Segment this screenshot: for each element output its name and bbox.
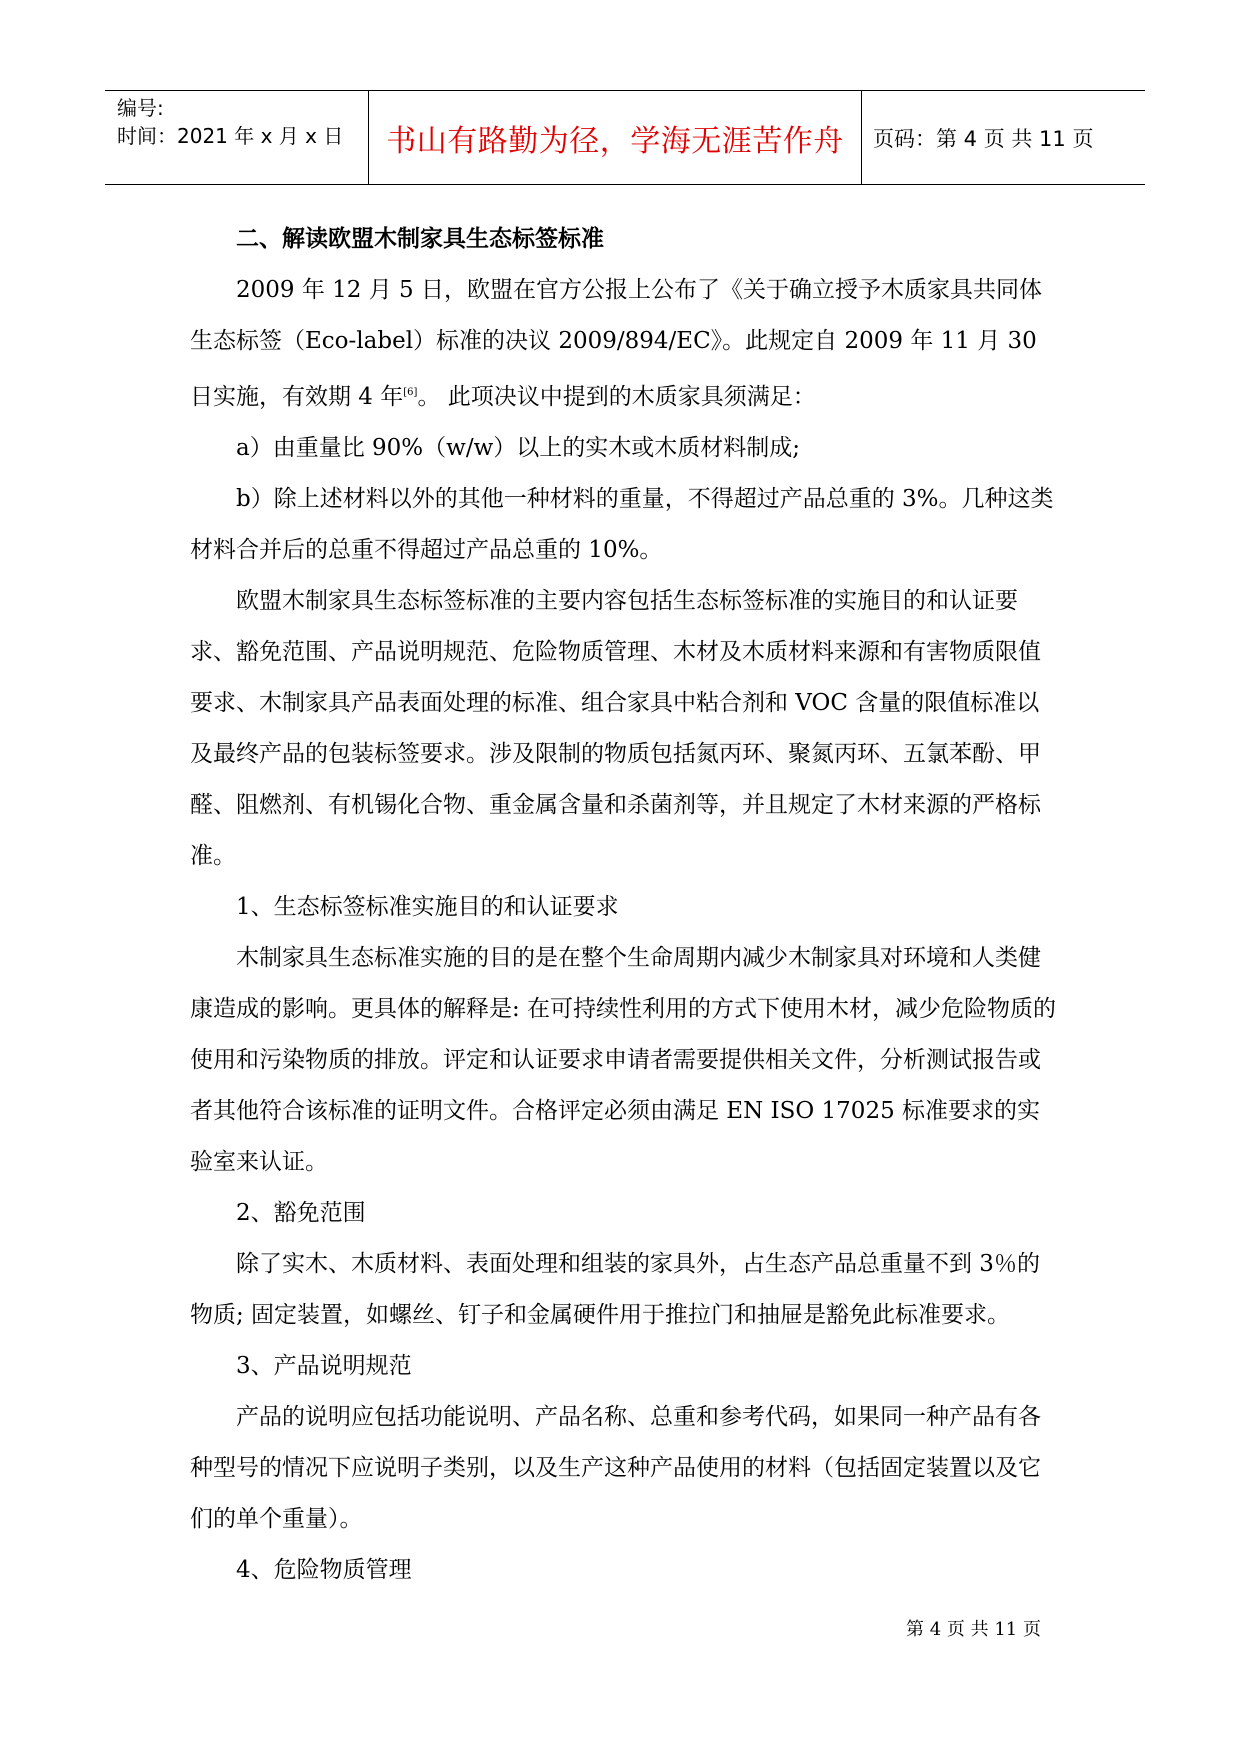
number-label: 编号: — [117, 96, 164, 120]
heading-1: 1、生态标签标准实施目的和认证要求 — [236, 894, 619, 920]
document-body — [190, 214, 1058, 1596]
page-footer: 第 4 页 共 11 页 — [906, 1619, 1041, 1640]
requirement-b: b）除上述材料以外的其他一种材料的重量，不得超过产品总重的 3%。几种这类材料合并后的总重不得超过产品总重的 10%。 — [190, 486, 1054, 563]
heading-4: 4、危险物质管理 — [236, 1557, 412, 1583]
section-title: 二、解读欧盟木制家具生态标签标准 — [236, 226, 604, 252]
paragraph-overview: 欧盟木制家具生态标签标准的主要内容包括生态标签标准的实施目的和认证要求、豁免范围、产品说明规范、危险物质管理、木材及木质材料来源和有害物质限值要求、木制家具产品表面处理的标准、组合家具中粘合剂和 VOC 含量的限值标准以及最终产品的包装标签要求。涉及限制的物质包括氮丙环、聚氮丙环、五氯苯酚、甲醛、阻燃剂、有机锡化合物、重金属含量和杀菌剂等，并且规定了木材来源的严格标准。 — [190, 588, 1041, 869]
time-label: 时间：2021 年 x 月 x 日 — [117, 124, 344, 148]
header-divider-right — [861, 91, 862, 184]
header-meta — [117, 94, 367, 150]
heading-2: 2、豁免范围 — [236, 1200, 366, 1226]
paragraph-exemption: 除了实木、木质材料、表面处理和组装的家具外，占生态产品总重量不到 3％的物质; 固定装置，如螺丝、钉子和金属硬件用于推拉门和抽屉是豁免此标准要求。 — [190, 1251, 1040, 1328]
citation-ref: [6] — [403, 387, 418, 398]
paragraph-product-spec: 产品的说明应包括功能说明、产品名称、总重和参考代码，如果同一种产品有各种型号的情况下应说明子类别，以及生产这种产品使用的材料（包括固定装置以及它们的单个重量）。 — [190, 1404, 1041, 1532]
paragraph-intro — [190, 265, 1058, 423]
header-motto: 书山有路勤为径，学海无涯苦作舟 — [386, 123, 844, 159]
paragraph-purpose: 木制家具生态标准实施的目的是在整个生命周期内减少木制家具对环境和人类健康造成的影响。更具体的解释是: 在可持续性利用的方式下使用木材，减少危险物质的使用和污染物质的排放。评定和认证要求申请者需要提供相关文件，分析测试报告或者其他符合该标准的证明文件。合格评定必须由满足 EN ISO 17025 标准要求的实验室来认证。 — [190, 945, 1057, 1175]
paragraph-intro-text: 2009 年 12 月 5 日，欧盟在官方公报上公布了《关于确立授予木质家具共同体生态标签（Eco-label）标准的决议 2009/894/EC》。此规定自 2009 年 11 月 30 日实施，有效期 4 年 — [190, 277, 1042, 410]
header-divider-left — [368, 91, 369, 184]
requirement-a: a）由重量比 90%（w/w）以上的实木或木质材料制成; — [236, 435, 801, 461]
page-header — [105, 90, 1145, 185]
paragraph-intro-tail: 。 此项决议中提到的木质家具须满足： — [417, 384, 816, 410]
header-page-label: 页码：第 4 页 共 11 页 — [873, 126, 1094, 151]
heading-3: 3、产品说明规范 — [236, 1353, 412, 1379]
